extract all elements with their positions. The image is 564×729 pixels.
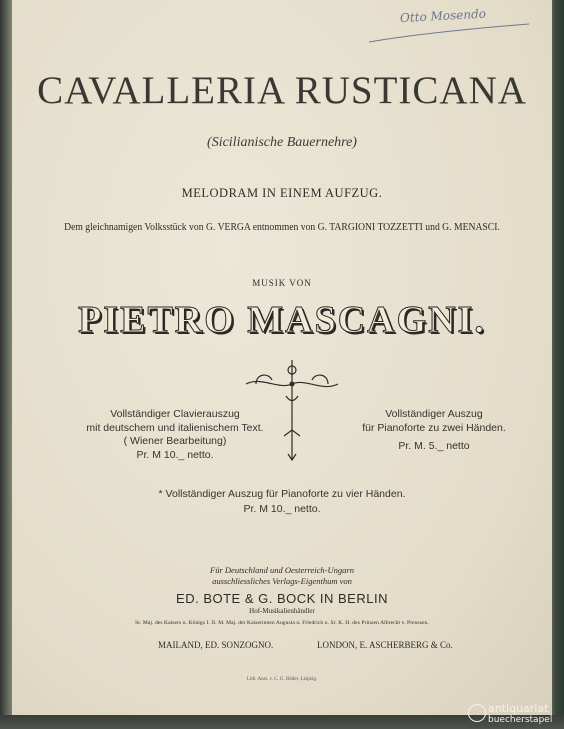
stamp-logo-icon <box>468 704 486 722</box>
edition-piano-two-hands <box>334 408 534 454</box>
signature-underline <box>364 20 534 46</box>
publisher-appointment: Sr. Maj. des Kaisers u. Königs I. II. M. Maj. der Kaiserinnen Augusta u. Friedrich u. Sr. K. H. des Prinzen Albrecht v. Preussen. <box>135 620 429 626</box>
rights-line: ausschliessliches Verlags-Eigenthum von <box>212 576 352 586</box>
edition-piano-four-hands: * Vollständiger Auszug für Pianoforte zu vier Händen. <box>158 488 406 500</box>
edition-price: Pr. M. 5._ netto <box>398 440 470 452</box>
title-page <box>12 0 552 716</box>
genre-line: MELODRAM IN EINEM AUFZUG. <box>181 186 383 200</box>
edition-line: ( Wiener Bearbeitung) <box>123 435 227 447</box>
publisher-subtitle: Hof-Musikalienhändler <box>249 607 315 615</box>
edition-line: Vollständiger Clavierauszug <box>110 408 240 420</box>
edition-line: Vollständiger Auszug <box>385 408 483 420</box>
opera-subtitle: (Sicilianische Bauernehre) <box>207 135 357 150</box>
publisher-name: ED. BOTE & G. BOCK IN BERLIN <box>176 591 388 606</box>
branch-london: LONDON, E. ASCHERBERG & Co. <box>317 640 453 650</box>
edition-line: mit deutschem und italienischem Text. <box>86 421 264 434</box>
opera-title: CAVALLERIA RUSTICANA <box>37 69 527 112</box>
stamp-line: antiquariat <box>488 702 549 715</box>
printer-credit: Lith. Anst. v. C. G. Röder, Leipzig. <box>246 677 318 682</box>
rights-line: Für Deutschland und Oesterreich-Ungarn <box>210 565 354 575</box>
edition-four-hands-price: Pr. M 10._ netto. <box>243 503 321 515</box>
edition-line: für Pianoforte zu zwei Händen. <box>362 421 506 434</box>
music-by-label: MUSIK VON <box>252 278 312 288</box>
stamp-line: buecherstapel <box>488 715 553 725</box>
composer-name: PIETRO MASCAGNI. <box>78 299 486 341</box>
watermark-stamp <box>468 700 564 729</box>
book-edge-right <box>550 0 564 729</box>
edition-vocal-score <box>70 408 280 462</box>
branch-milan: MAILAND, ED. SONZOGNO. <box>158 640 274 650</box>
owner-signature: Otto Mosendo <box>399 6 487 26</box>
source-line: Dem gleichnamigen Volksstück von G. VERGA entnommen von G. TARGIONI TOZZETTI und G. MENASCI. <box>64 222 500 233</box>
edition-price: Pr. M 10._ netto. <box>136 448 214 461</box>
